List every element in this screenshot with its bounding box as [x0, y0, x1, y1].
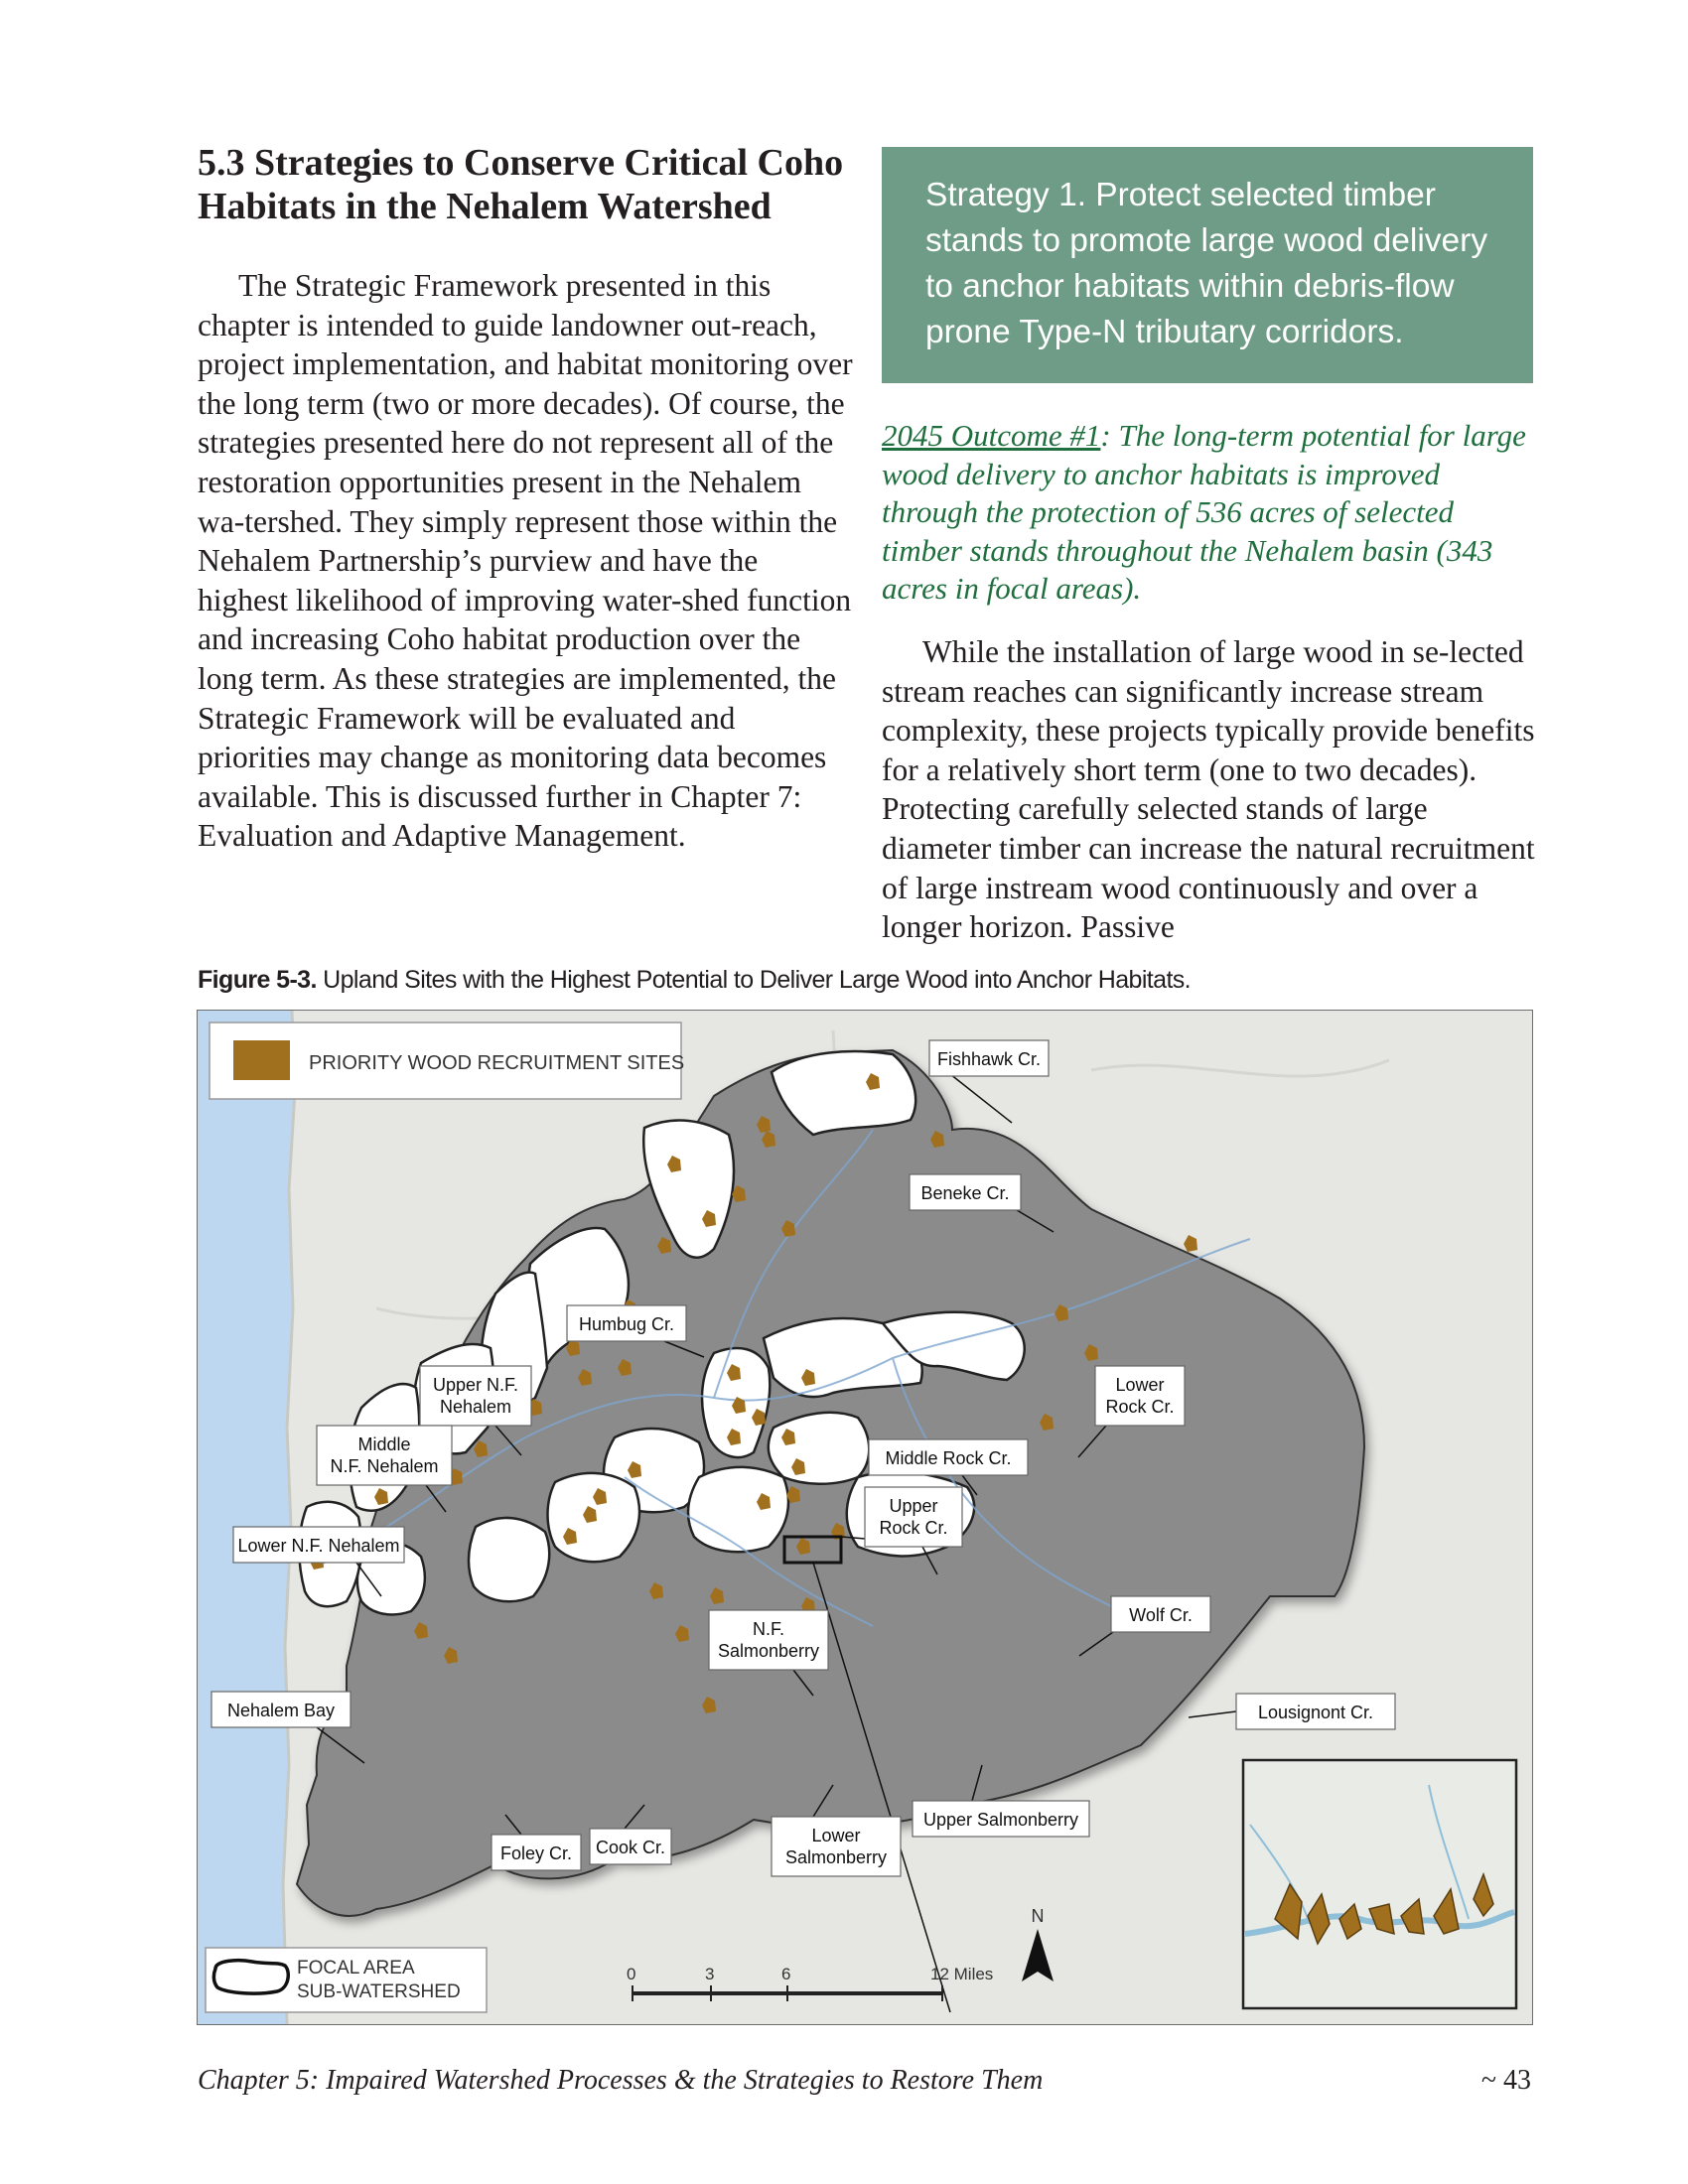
subwatershed-cook [469, 1518, 549, 1601]
watershed-map [197, 1010, 1533, 2025]
scale-tick-0: 0 [627, 1965, 636, 1983]
label-middle-rock-text: Middle Rock Cr. [885, 1448, 1012, 1468]
subwatershed-upper-salmonberry [688, 1467, 788, 1552]
ocean [198, 1011, 295, 2024]
inset-map [1243, 1760, 1516, 2008]
section-title: 5.3 Strategies to Conserve Critical Coho Habitats in the Nehalem Watershed [198, 142, 844, 227]
label-cook-text: Cook Cr. [595, 1838, 666, 1857]
figure-number: Figure 5-3. [198, 966, 317, 994]
label-lower-salmonberry-text: Lower [811, 1826, 861, 1845]
label-nf-salmonberry-text: N.F. [752, 1619, 785, 1639]
legend-focal-area [206, 1948, 487, 2012]
label-nf-salmonberry-text: Salmonberry [717, 1641, 820, 1661]
strategy-callout: Strategy 1. Protect selected timber stands to promote large wood delivery to anchor habitats within debris-flow prone Type-N tributary corridors. [882, 147, 1533, 383]
legend-focal-line2: SUB-WATERSHED [297, 1981, 461, 2002]
figure-caption-text: Upland Sites with the Highest Potential to Deliver Large Wood into Anchor Habitats. [316, 966, 1192, 994]
label-upper-salmonberry-text: Upper Salmonberry [922, 1810, 1079, 1830]
label-foley-text: Foley Cr. [499, 1843, 573, 1863]
label-upper-nf-nehalem-text: Upper N.F. [432, 1375, 519, 1395]
legend-priority-sites [210, 1023, 684, 1099]
label-middle-nf-nehalem-text: N.F. Nehalem [330, 1456, 439, 1476]
outcome-text: : The long-term potential for large wood delivery to anchor habitats is improved through the protection of 536 acres of selected timber stands throughout the Nehalem basin (343 acres in focal areas). [882, 418, 1526, 606]
label-humbug-text: Humbug Cr. [578, 1314, 675, 1334]
intro-paragraph: The Strategic Framework presented in this chapter is intended to guide landowner out-reach, project implementation, and habitat monitoring over the long term (two or more decades). Of course, the strategies presented here do not represent all of the restoration opportunities present in the Nehalem wa-tershed. They simply represent those within the Nehalem Partnership’s purview and have the highest likelihood of improving water-shed function and increasing Coho habitat production over the long term. As these strategies are implemented, the Strategic Framework will be evaluated and priorities may change as monitoring data becomes available. This is discussed further in Chapter 7: Evaluation and Adaptive Management. [198, 268, 853, 854]
label-lower-rock-text: Rock Cr. [1105, 1397, 1175, 1417]
focal-area-swatch [213, 1961, 288, 1993]
legend-priority-label: PRIORITY WOOD RECRUITMENT SITES [309, 1052, 685, 1074]
label-middle-nf-nehalem-text: Middle [357, 1434, 411, 1454]
right-column-paragraph: While the installation of large wood in se-lected stream reaches can significantly increase stream complexity, these projects typically provide benefits for a relatively short term (one to two decades). Protecting carefully selected stands of large diameter timber can increase the natural recruitment of large instream wood continuously and over a longer horizon. Passive [882, 634, 1535, 945]
label-lower-rock-text: Lower [1115, 1375, 1165, 1395]
scale-tick-6: 6 [781, 1965, 791, 1983]
figure-caption [198, 965, 1538, 995]
legend-focal-line1: FOCAL AREA [297, 1958, 415, 1979]
label-wolf-text: Wolf Cr. [1129, 1605, 1193, 1625]
subwatershed-wolf [769, 1413, 869, 1484]
footer-page-number: ~ 43 [1480, 2065, 1531, 2096]
label-nehalem-bay-text: Nehalem Bay [226, 1701, 336, 1720]
north-label: N [1031, 1906, 1045, 1926]
map-svg [198, 1011, 1532, 2024]
label-beneke-text: Beneke Cr. [920, 1183, 1010, 1203]
outcome-label: 2045 Outcome #1 [882, 418, 1101, 453]
footer-chapter: Chapter 5: Impaired Watershed Processes & the Strategies to Restore Them [198, 2065, 1044, 2096]
scale-tick-12: 12 Miles [930, 1965, 994, 1983]
label-upper-rock-text: Upper [889, 1496, 938, 1516]
label-lousignont-text: Lousignont Cr. [1257, 1703, 1374, 1722]
outcome-statement [882, 417, 1537, 609]
priority-swatch [233, 1040, 290, 1080]
label-upper-nf-nehalem-text: Nehalem [439, 1397, 512, 1417]
label-lower-nf-nehalem-text: Lower N.F. Nehalem [237, 1536, 400, 1556]
scale-tick-3: 3 [705, 1965, 715, 1983]
label-lower-salmonberry-text: Salmonberry [784, 1847, 888, 1867]
label-fishhawk-text: Fishhawk Cr. [936, 1049, 1042, 1069]
label-upper-rock-text: Rock Cr. [879, 1518, 948, 1538]
